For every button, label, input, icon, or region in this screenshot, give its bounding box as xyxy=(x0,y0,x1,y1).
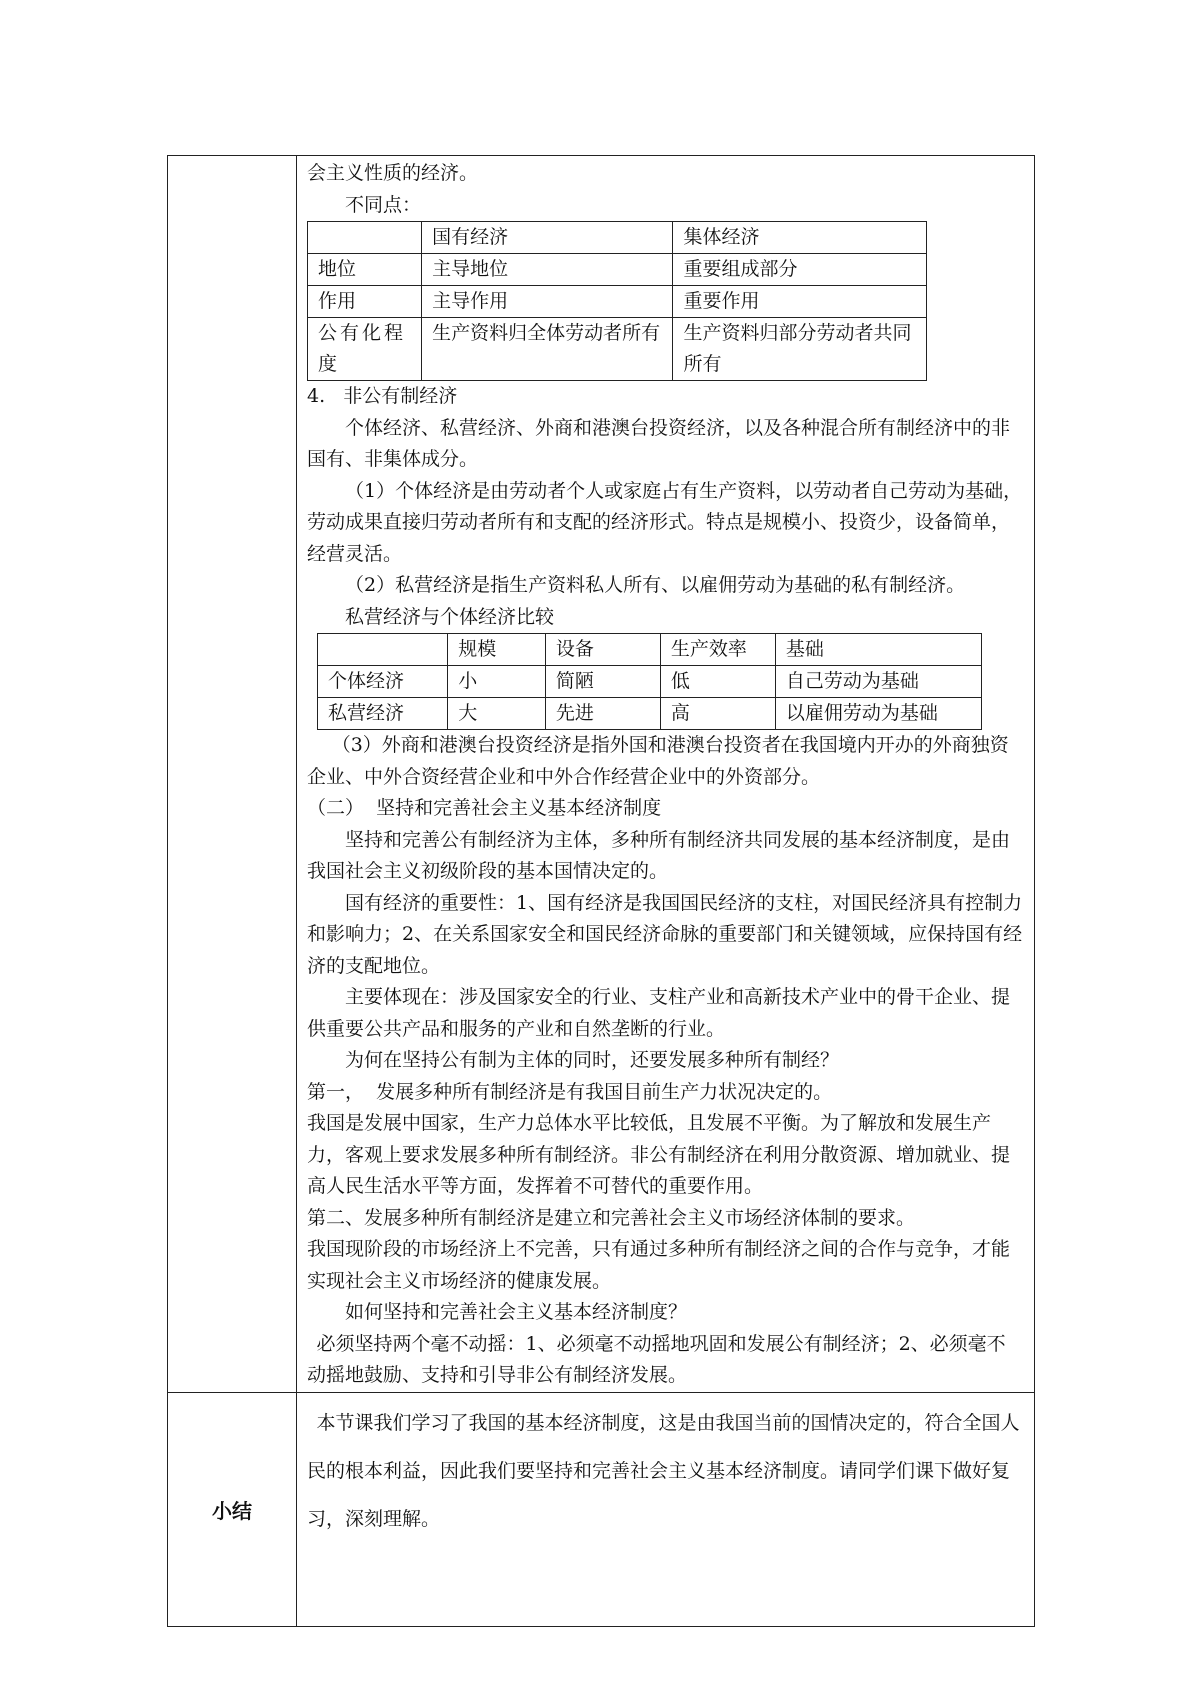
table-row xyxy=(308,286,927,318)
lesson-table xyxy=(167,155,1035,1627)
difference-label: 不同点： xyxy=(345,193,422,216)
summary-cell xyxy=(297,1392,1035,1626)
paragraph-second-body: 我国现阶段的市场经济上不完善，只有通过多种所有制经济之间的合作与竞争，才能实现社会主义市场经济的健康发展。 xyxy=(307,1238,1011,1292)
paragraph-main-embodiment: 主要体现在：涉及国家安全的行业、支柱产业和高新技术产业中的骨干企业、提供重要公共产品和服务的产业和自然垄断的行业。 xyxy=(307,986,1011,1040)
paragraph-second: 第二、发展多种所有制经济是建立和完善社会主义市场经济体制的要求。 xyxy=(307,1206,916,1229)
table-cell: 生产资料归全体劳动者所有 xyxy=(422,318,673,381)
table-cell: 小 xyxy=(448,666,546,698)
section-heading-two: （二） 坚持和完善社会主义基本经济制度 xyxy=(307,797,662,819)
left-column-empty xyxy=(168,156,297,1393)
table-cell: 简陋 xyxy=(545,666,660,698)
table-cell xyxy=(308,222,422,254)
table-cell: 私营经济 xyxy=(318,698,448,730)
paragraph-nonpublic: 个体经济、私营经济、外商和港澳台投资经济，以及各种混合所有制经济中的非国有、非集体成分。 xyxy=(307,416,1011,470)
table-cell: 国有经济 xyxy=(422,222,673,254)
table-cell: 大 xyxy=(448,698,546,730)
summary-label: 小结 xyxy=(168,1392,297,1626)
summary-text: 本节课我们学习了我国的基本经济制度，这是由我国当前的国情决定的，符合全国人民的根本利益，因此我们要坚持和完善社会主义基本经济制度。请同学们课下做好复习，深刻理解。 xyxy=(307,1411,1020,1530)
table-cell: 低 xyxy=(660,666,775,698)
table-cell xyxy=(318,634,448,666)
paragraph-adhere: 坚持和完善公有制经济为主体，多种所有制经济共同发展的基本经济制度，是由我国社会主义初级阶段的基本国情决定的。 xyxy=(307,828,1011,882)
table-row xyxy=(308,222,927,254)
table-cell: 地位 xyxy=(308,254,422,286)
content-cell xyxy=(297,156,1035,1393)
table-cell: 个体经济 xyxy=(318,666,448,698)
table-cell: 主导作用 xyxy=(422,286,673,318)
paragraph-first: 第一， 发展多种所有制经济是有我国目前生产力状况决定的。 xyxy=(307,1080,833,1103)
table-cell: 以雇佣劳动为基础 xyxy=(775,698,981,730)
table-cell: 基础 xyxy=(775,634,981,666)
table-cell: 集体经济 xyxy=(673,222,927,254)
table-cell: 生产效率 xyxy=(660,634,775,666)
table-cell: 规模 xyxy=(448,634,546,666)
table-cell: 生产资料归部分劳动者共同所有 xyxy=(673,318,927,381)
paragraph-how-question: 如何坚持和完善社会主义基本经济制度？ xyxy=(345,1301,688,1323)
comparison-table-state-collective xyxy=(307,221,927,381)
table-row xyxy=(318,698,982,730)
paragraph-private: （2）私营经济是指生产资料私人所有、以雇佣劳动为基础的私有制经济。 xyxy=(345,574,966,596)
table-row xyxy=(308,318,927,381)
paragraph-individual: （1）个体经济是由劳动者个人或家庭占有生产资料，以劳动者自己劳动为基础，劳动成果直接归劳动者所有和支配的经济形式。特点是规模小、投资少，设备简单，经营灵活。 xyxy=(307,479,1023,565)
table-caption: 私营经济与个体经济比较 xyxy=(345,605,555,628)
table-cell: 自己劳动为基础 xyxy=(775,666,981,698)
paragraph-state-importance: 国有经济的重要性：1、国有经济是我国国民经济的支柱，对国民经济具有控制力和影响力；2、在关系国家安全和国民经济命脉的重要部门和关键领域，应保持国有经济的支配地位。 xyxy=(307,891,1023,977)
table-cell: 高 xyxy=(660,698,775,730)
table-row xyxy=(308,254,927,286)
paragraph-first-body: 我国是发展中国家，生产力总体水平比较低，且发展不平衡。为了解放和发展生产力，客观上要求发展多种所有制经济。非公有制经济在利用分散资源、增加就业、提高人民生活水平等方面，发挥着不可替代的重要作用。 xyxy=(307,1112,1011,1197)
paragraph-foreign: （3）外商和港澳台投资经济是指外国和港澳台投资者在我国境内开办的外商独资企业、中外合资经营企业和中外合作经营企业中的外资部分。 xyxy=(307,734,1009,788)
line-continuation: 会主义性质的经济。 xyxy=(307,162,479,184)
table-cell: 重要作用 xyxy=(673,286,927,318)
table-row xyxy=(318,634,982,666)
table-cell: 设备 xyxy=(545,634,660,666)
table-cell: 重要组成部分 xyxy=(673,254,927,286)
table-cell: 公有化程度 xyxy=(308,318,422,381)
paragraph-must: 必须坚持两个毫不动摇：1、必须毫不动摇地巩固和发展公有制经济；2、必须毫不动摇地鼓励、支持和引导非公有制经济发展。 xyxy=(307,1332,1006,1386)
table-cell: 先进 xyxy=(545,698,660,730)
paragraph-why-question: 为何在坚持公有制为主体的同时，还要发展多种所有制经？ xyxy=(345,1049,840,1071)
table-cell: 主导地位 xyxy=(422,254,673,286)
section-heading-4: 4. 非公有制经济 xyxy=(307,385,458,407)
table-row xyxy=(318,666,982,698)
comparison-table-private-individual xyxy=(317,633,982,730)
table-cell: 作用 xyxy=(308,286,422,318)
